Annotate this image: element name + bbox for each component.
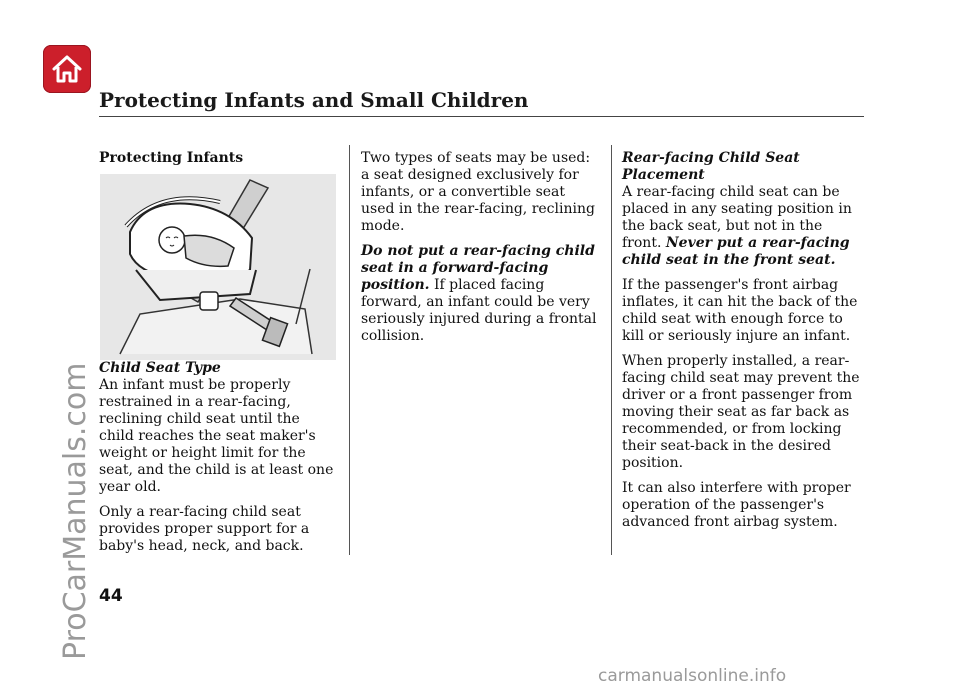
paragraph: Only a rear-facing child seat provides proper support for a baby's head, neck, and back.: [99, 504, 310, 554]
page-title: Protecting Infants and Small Children: [99, 88, 529, 112]
paragraph: Two types of seats may be used: a seat designed exclusively for infants, or a convertible seat used in the rear-facing, reclining mode.: [361, 150, 595, 234]
paragraph: If the passenger's front airbag inflates, it can hit the back of the child seat with enough force to kill or seriously injure an infant.: [622, 277, 858, 344]
subhead-child-seat-type: Child Seat Type: [99, 360, 221, 376]
warning-text: Never put a rear-facing child seat in the front seat.: [622, 235, 850, 268]
section-title: Protecting Infants: [99, 150, 244, 166]
warning-paragraph: [361, 243, 601, 345]
page-number: 44: [99, 586, 123, 606]
paragraph-text: A rear-facing child seat can be placed in any seating position in the back seat, but not in the front.: [622, 184, 852, 251]
paragraph: It can also interfere with proper operation of the passenger's advanced front airbag system.: [622, 480, 851, 530]
paragraph: An infant must be properly restrained in a rear-facing, reclining child seat until the child reaches the seat maker's weight or height limit for the seat, and the child is at least one year old.: [99, 377, 334, 495]
title-divider: [99, 116, 864, 117]
paragraph: When properly installed, a rear-facing child seat may prevent the driver or a front passenger from moving their seat as far back as recommended, or from locking their seat-back in the desired position.: [622, 353, 860, 471]
column-1: [99, 150, 339, 563]
home-icon: [50, 52, 84, 86]
infant-seat-drawing: [100, 174, 336, 360]
column-3: [622, 150, 862, 539]
column-divider: [611, 145, 612, 555]
paragraph-text: If placed facing forward, an infant could be very seriously injured during a frontal collision.: [361, 277, 597, 344]
column-2: [361, 150, 601, 353]
warning-text: Do not put a rear-facing child seat in a forward-facing position.: [361, 243, 595, 293]
home-button[interactable]: [43, 45, 91, 93]
footer-text: carmanualsonline.info: [598, 666, 787, 686]
watermark-text: ProCarManuals.com: [58, 362, 93, 660]
paragraph: [622, 184, 862, 269]
infant-seat-illustration: [100, 174, 336, 360]
subhead-placement: Rear-facing Child Seat Placement: [622, 150, 800, 183]
column-divider: [349, 145, 350, 555]
